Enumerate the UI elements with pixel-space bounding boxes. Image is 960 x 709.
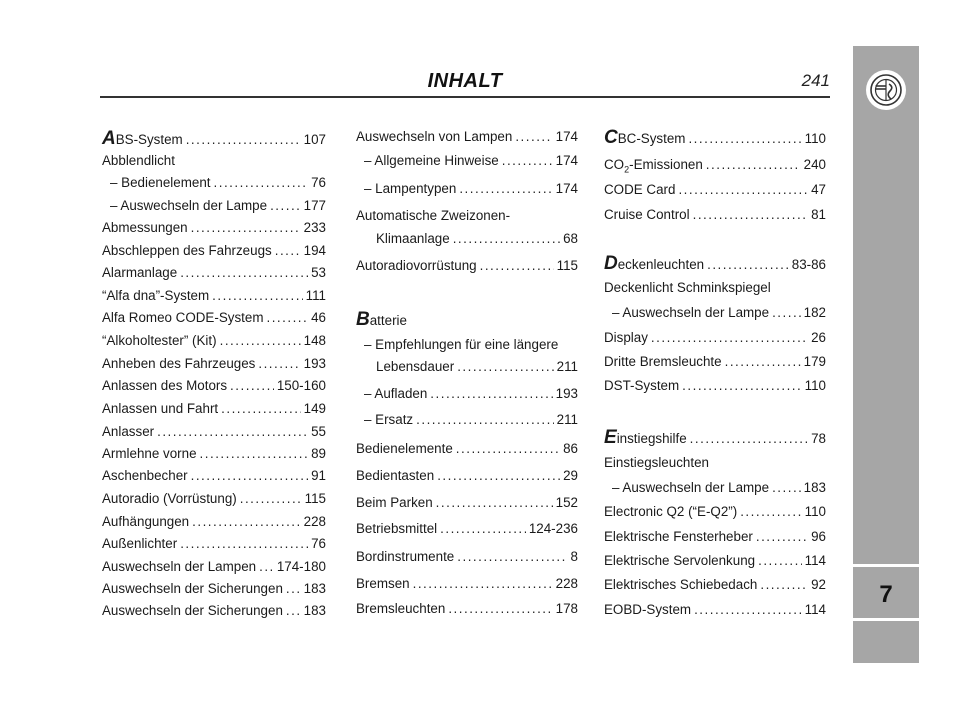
index-entry-page: 124-236 <box>528 521 578 536</box>
index-entry-label: – Auswechseln der Lampe <box>612 480 770 495</box>
index-entry-label: – Auswechseln der Lampe <box>612 305 770 320</box>
index-entry-page: 182 <box>803 305 826 320</box>
index-entry <box>102 217 326 239</box>
alfa-romeo-logo-icon <box>870 74 902 106</box>
index-entry-label: – Allgemeine Hinweise <box>364 153 499 168</box>
leader-dots <box>678 179 808 201</box>
leader-dots <box>221 398 301 420</box>
leader-dots <box>756 526 808 548</box>
index-entry <box>110 172 326 194</box>
index-entry <box>102 307 326 329</box>
index-entry <box>364 150 578 172</box>
index-entry <box>356 518 578 540</box>
index-entry <box>364 409 578 431</box>
index-entry-label: Bremsleuchten <box>356 601 446 616</box>
index-entry <box>102 353 326 375</box>
index-entry-page: 89 <box>311 446 326 461</box>
index-entry-label: Aufhängungen <box>102 514 190 529</box>
index-entry <box>604 550 826 572</box>
index-entry <box>102 285 326 307</box>
index-entry-page: 179 <box>803 354 826 369</box>
leader-dots <box>480 255 554 277</box>
index-entry <box>356 546 578 568</box>
index-entry-label: Elektrische Servolenkung <box>604 553 756 568</box>
index-entry <box>604 277 771 299</box>
index-entry-label: Dritte Bremsleuchte <box>604 354 722 369</box>
index-entry-page: 110 <box>804 131 826 146</box>
leader-dots <box>266 307 308 329</box>
leader-dots <box>515 126 552 148</box>
index-entry-page: 152 <box>555 495 578 510</box>
index-entry <box>356 598 578 620</box>
leader-dots <box>772 302 801 324</box>
index-entry-label: – Empfehlungen für eine längere <box>364 337 559 352</box>
index-entry-label: Automatische Zweizonen- <box>356 208 511 223</box>
leader-dots <box>220 330 301 352</box>
leader-dots <box>180 533 308 555</box>
leader-dots <box>740 501 801 523</box>
index-entry <box>604 204 826 226</box>
index-entry-page: 174 <box>555 181 578 196</box>
index-entry-page: 86 <box>563 441 578 456</box>
index-entry-page: 91 <box>311 468 326 483</box>
index-entry-page: 83-86 <box>791 257 826 272</box>
index-entry-label: $CO_2$-Emissionen <box>604 157 703 175</box>
chapter-sidebar <box>853 46 919 663</box>
index-entry-label: ABS-System <box>102 128 183 149</box>
index-entry-page: 240 <box>803 157 826 172</box>
leader-dots <box>725 351 801 373</box>
index-entry <box>102 375 326 397</box>
index-entry-page: 150-160 <box>276 378 326 393</box>
index-entry-label: Anheben des Fahrzeuges <box>102 356 256 371</box>
leader-dots <box>259 556 274 578</box>
index-entry <box>604 452 709 474</box>
leader-dots <box>694 599 802 621</box>
index-entry <box>612 302 826 324</box>
leader-dots <box>180 262 308 284</box>
index-entry-label: Betriebsmittel <box>356 521 438 536</box>
index-entry-page: 148 <box>303 333 326 348</box>
index-entry-label: Auswechseln von Lampen <box>356 129 513 144</box>
index-entry <box>102 262 326 284</box>
index-entry <box>356 205 510 227</box>
index-entry-page: 92 <box>811 577 826 592</box>
index-entry-label: Batterie <box>356 309 407 330</box>
index-entry-label: Bremsen <box>356 576 410 591</box>
index-entry <box>356 126 578 148</box>
leader-dots <box>258 353 300 375</box>
index-entry-page: 193 <box>303 356 326 371</box>
index-entry-page: 115 <box>556 258 578 273</box>
index-entry-label: – Lampentypen <box>364 181 457 196</box>
index-entry-page: 110 <box>804 378 826 393</box>
section-initial-letter: A <box>102 128 116 149</box>
index-entry-label: Anlassen und Fahrt <box>102 401 219 416</box>
section-initial-letter: D <box>604 253 618 274</box>
index-entry-page: 174 <box>555 153 578 168</box>
index-entry-page: 228 <box>303 514 326 529</box>
leader-dots <box>416 409 554 431</box>
index-entry <box>102 421 326 443</box>
index-entry-label: Anlassen des Motors <box>102 378 228 393</box>
index-entry <box>364 334 558 356</box>
page-title: INHALT <box>427 70 503 92</box>
leader-dots <box>688 128 801 150</box>
index-entry-label: DST-System <box>604 378 680 393</box>
leader-dots <box>240 488 302 510</box>
index-entry <box>604 501 826 523</box>
leader-dots <box>192 511 301 533</box>
index-entry <box>604 179 826 201</box>
leader-dots <box>212 285 302 307</box>
index-entry-page: 228 <box>555 576 578 591</box>
index-entry-page: 46 <box>311 310 326 325</box>
index-entry-label: Beim Parken <box>356 495 433 510</box>
index-entry-page: 68 <box>563 231 578 246</box>
index-entry <box>604 375 826 397</box>
index-entry <box>604 526 826 548</box>
leader-dots <box>191 465 308 487</box>
leader-dots <box>707 254 789 276</box>
index-entry <box>102 556 326 578</box>
index-entry-label: Display <box>604 330 648 345</box>
leader-dots <box>214 172 309 194</box>
index-entry-label: “Alkoholtester” (Kit) <box>102 333 217 348</box>
leader-dots <box>275 240 301 262</box>
index-entry <box>102 578 326 600</box>
index-entry <box>102 129 326 151</box>
index-entry-label: Elektrisches Schiebedach <box>604 577 758 592</box>
index-entry <box>110 195 326 217</box>
section-initial-letter: C <box>604 127 618 148</box>
index-entry <box>356 573 578 595</box>
index-entry <box>102 150 175 172</box>
leader-dots <box>457 546 567 568</box>
index-entry-page: 81 <box>811 207 826 222</box>
leader-dots <box>760 574 808 596</box>
index-entry-page: 211 <box>556 412 578 427</box>
tab-divider-top <box>853 564 919 567</box>
index-entry-page: 114 <box>804 553 826 568</box>
index-entry-page: 174-180 <box>276 559 326 574</box>
index-entry-label: Elektrische Fensterheber <box>604 529 753 544</box>
index-entry <box>604 574 826 596</box>
index-entry <box>356 492 578 514</box>
index-entry <box>102 488 326 510</box>
index-entry-label: “Alfa dna”-System <box>102 288 210 303</box>
index-entry-page: 47 <box>811 182 826 197</box>
index-entry-label: Alfa Romeo CODE-System <box>102 310 264 325</box>
index-entry-label: – Auswechseln der Lampe <box>110 198 268 213</box>
index-entry-label: Außenlichter <box>102 536 178 551</box>
index-entry-label: Bedienelemente <box>356 441 453 456</box>
index-entry <box>356 438 578 460</box>
index-entry-page: 76 <box>311 175 326 190</box>
leader-dots <box>286 600 301 622</box>
index-entry <box>604 428 826 450</box>
index-entry-label: Armlehne vorne <box>102 446 197 461</box>
leader-dots <box>456 438 560 460</box>
index-entry-label: CODE Card <box>604 182 676 197</box>
index-entry-label: Einstiegsleuchten <box>604 455 709 470</box>
index-entry-page: 115 <box>304 491 326 506</box>
index-entry <box>364 383 578 405</box>
index-entry-page: 78 <box>811 431 826 446</box>
leader-dots <box>436 492 553 514</box>
leader-dots <box>690 428 808 450</box>
index-entry-page: 193 <box>555 386 578 401</box>
index-entry <box>356 255 578 277</box>
leader-dots <box>758 550 802 572</box>
index-entry-page: 183 <box>303 581 326 596</box>
leader-dots <box>651 327 808 349</box>
index-entry-page: 183 <box>803 480 826 495</box>
index-entry-label: Anlasser <box>102 424 155 439</box>
index-entry <box>102 465 326 487</box>
index-entry-page: 183 <box>303 603 326 618</box>
leader-dots <box>200 443 309 465</box>
leader-dots <box>448 598 552 620</box>
leader-dots <box>437 465 560 487</box>
index-entry-label: Lebensdauer <box>376 359 455 374</box>
index-entry <box>356 310 407 332</box>
index-entry-label: Einstiegshilfe <box>604 427 687 448</box>
leader-dots <box>502 150 553 172</box>
index-entry-label: Autoradiovorrüstung <box>356 258 477 273</box>
index-entry <box>102 533 326 555</box>
index-entry <box>604 154 826 176</box>
page-header <box>100 68 830 96</box>
leader-dots <box>286 578 301 600</box>
index-entry <box>376 356 578 378</box>
index-entry-page: 96 <box>811 529 826 544</box>
index-entry-label: Auswechseln der Sicherungen <box>102 603 283 618</box>
leader-dots <box>186 129 301 151</box>
index-entry <box>604 599 826 621</box>
index-entry <box>102 240 326 262</box>
chapter-tab-number: 7 <box>879 581 893 608</box>
index-entry-label: Abschleppen des Fahrzeugs <box>102 243 272 258</box>
index-entry-label: Deckenleuchten <box>604 253 705 274</box>
index-entry <box>364 178 578 200</box>
index-entry-page: 114 <box>804 602 826 617</box>
leader-dots <box>413 573 553 595</box>
index-entry <box>376 228 578 250</box>
index-entry <box>356 465 578 487</box>
index-entry <box>102 398 326 420</box>
page-number: 241 <box>801 71 830 90</box>
index-entry-page: 178 <box>555 601 578 616</box>
index-entry-page: 149 <box>303 401 326 416</box>
leader-dots <box>430 383 552 405</box>
section-initial-letter: E <box>604 427 617 448</box>
index-entry-page: 211 <box>556 359 578 374</box>
leader-dots <box>693 204 809 226</box>
index-entry <box>102 600 326 622</box>
index-entry-label: Abmessungen <box>102 220 188 235</box>
leader-dots <box>459 178 552 200</box>
index-entry-page: 110 <box>804 504 826 519</box>
index-entry-label: – Aufladen <box>364 386 428 401</box>
index-entry <box>102 330 326 352</box>
index-entry-page: 53 <box>311 265 326 280</box>
index-entry-label: Auswechseln der Lampen <box>102 559 257 574</box>
index-entry-label: CBC-System <box>604 127 686 148</box>
index-entry-label: – Bedienelement <box>110 175 211 190</box>
leader-dots <box>772 477 801 499</box>
leader-dots <box>453 228 560 250</box>
index-entry-label: Aschenbecher <box>102 468 188 483</box>
index-entry-page: 111 <box>305 288 326 303</box>
index-entry <box>102 443 326 465</box>
leader-dots <box>157 421 308 443</box>
index-entry-label: Cruise Control <box>604 207 690 222</box>
index-entry-label: – Ersatz <box>364 412 414 427</box>
index-entry <box>604 351 826 373</box>
index-entry-page: 107 <box>303 132 326 147</box>
leader-dots <box>440 518 526 540</box>
index-entry-label: Electronic Q2 (“E-Q2”) <box>604 504 738 519</box>
index-entry <box>612 477 826 499</box>
leader-dots <box>682 375 801 397</box>
index-entry-label: EOBD-System <box>604 602 692 617</box>
index-entry-page: 194 <box>303 243 326 258</box>
index-entry-label: Alarmanlage <box>102 265 178 280</box>
index-entry-label: Klimaanlage <box>376 231 450 246</box>
brand-logo <box>866 70 906 110</box>
index-entry-label: Autoradio (Vorrüstung) <box>102 491 237 506</box>
tab-divider-bottom <box>853 618 919 621</box>
index-entry-label: Bedientasten <box>356 468 435 483</box>
leader-dots <box>230 375 274 397</box>
index-entry-page: 177 <box>303 198 326 213</box>
index-entry-label: Auswechseln der Sicherungen <box>102 581 283 596</box>
index-entry <box>604 254 826 276</box>
header-rule <box>100 96 830 98</box>
index-entry-page: 76 <box>311 536 326 551</box>
index-entry <box>102 511 326 533</box>
leader-dots <box>706 154 801 176</box>
index-entry-page: 55 <box>311 424 326 439</box>
index-entry-page: 174 <box>555 129 578 144</box>
index-entry-page: 233 <box>303 220 326 235</box>
section-initial-letter: B <box>356 309 370 330</box>
index-entry-page: 29 <box>563 468 578 483</box>
index-entry-label: Abblendlicht <box>102 153 175 168</box>
index-entry-page: 8 <box>570 549 578 564</box>
leader-dots <box>191 217 301 239</box>
index-entry <box>604 128 826 150</box>
leader-dots <box>270 195 301 217</box>
index-entry-label: Bordinstrumente <box>356 549 455 564</box>
index-entry-page: 26 <box>811 330 826 345</box>
index-entry <box>604 327 826 349</box>
leader-dots <box>457 356 553 378</box>
index-entry-label: Deckenlicht Schminkspiegel <box>604 280 771 295</box>
